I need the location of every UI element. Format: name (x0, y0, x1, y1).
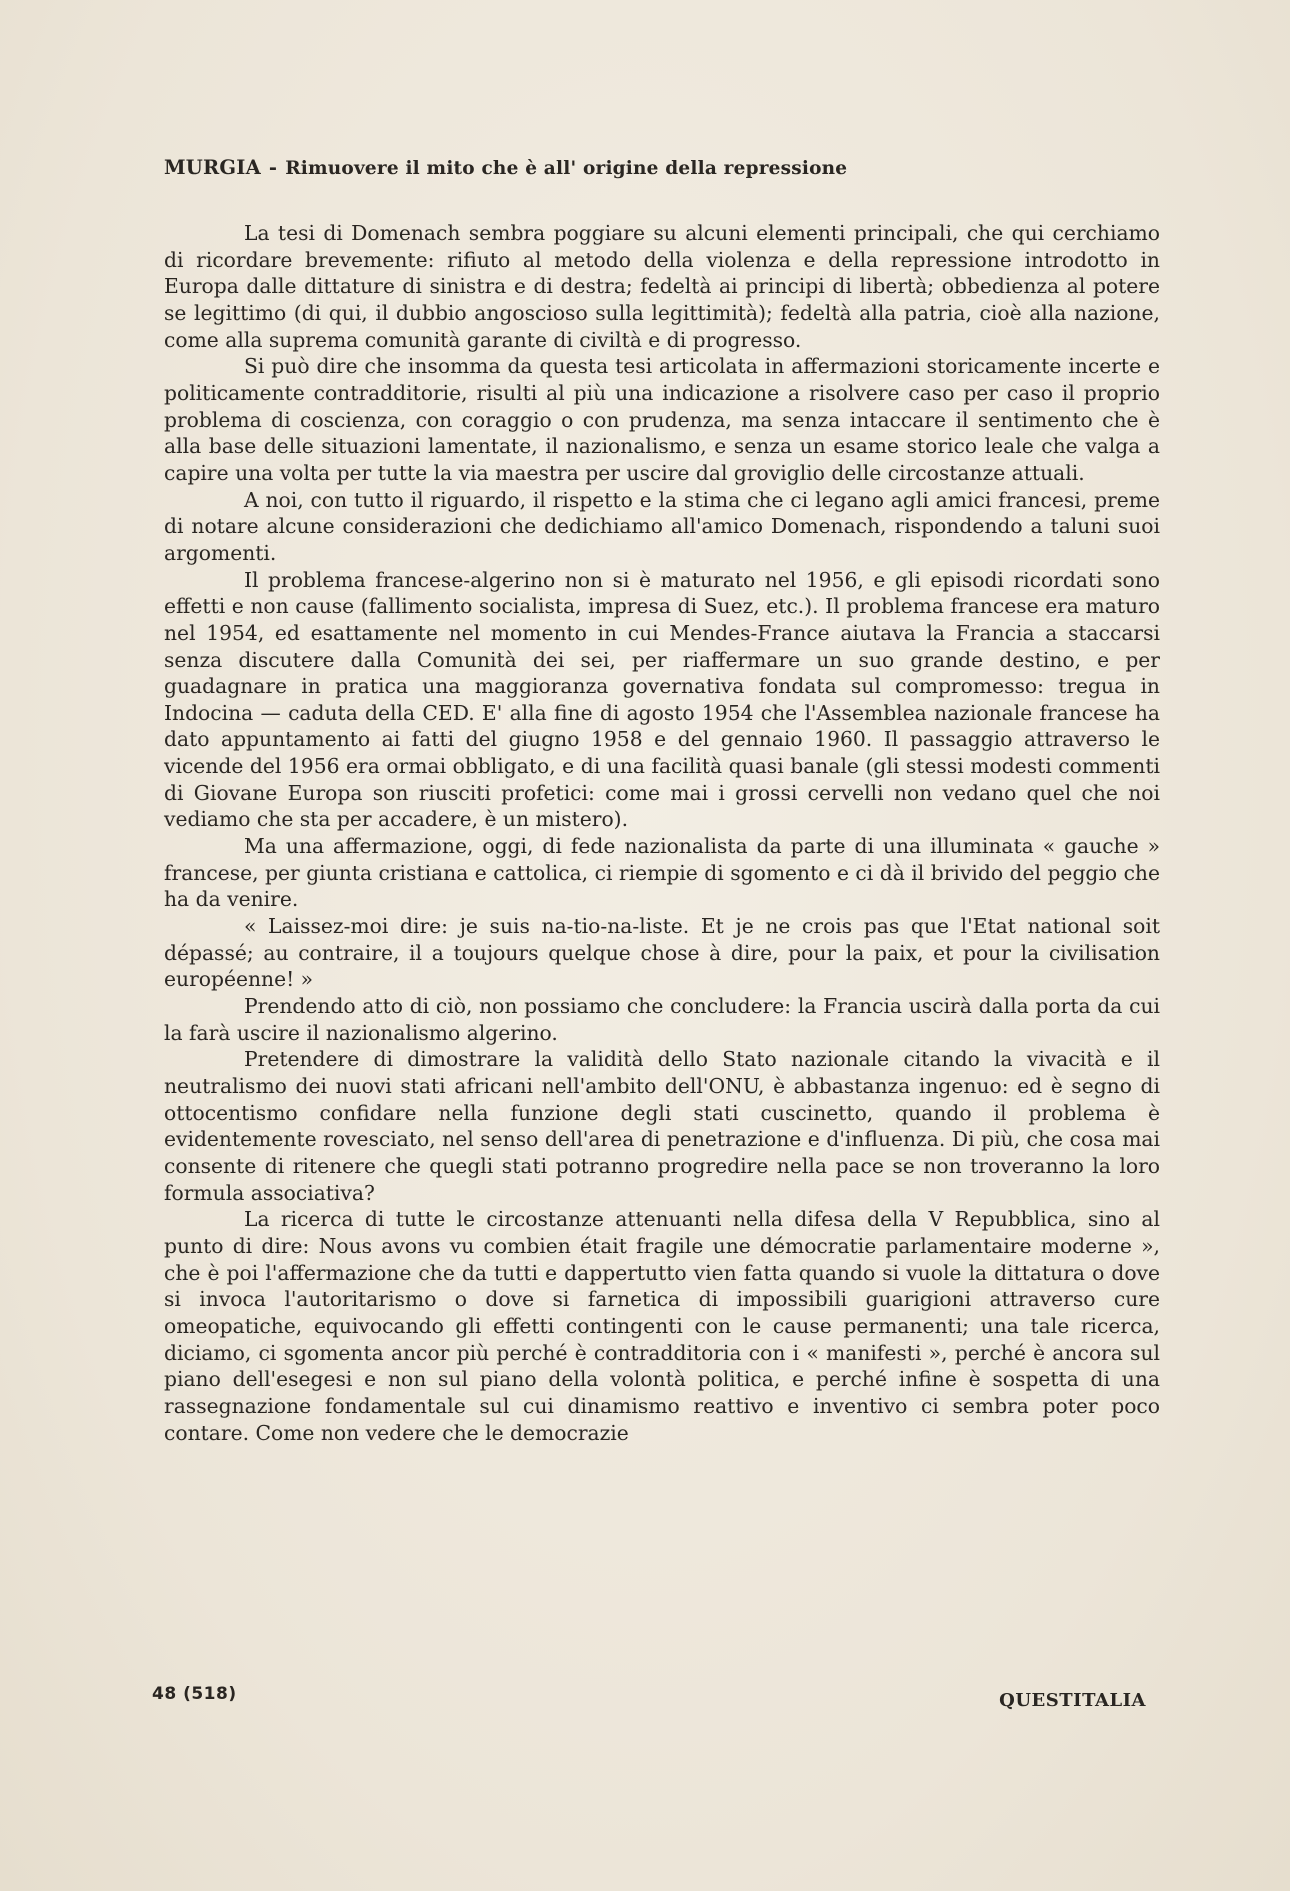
paragraph: Pretendere di dimostrare la validità dello Stato nazionale citando la vivacità e il neutralismo dei nuovi stati africani nell'ambito dell'ONU, è abbastanza ingenuo: ed è segno di ottocentismo confidare nella funzione degli stati cuscinetto, quando il problema è evidentemente rovesciato, nel senso dell'area di penetrazione e d'influenza. Di più, che cosa mai consente di ritenere che quegli stati potranno progredire nella pace se non troveranno la loro formula associativa? (164, 1047, 1160, 1205)
paragraph: La ricerca di tutte le circostanze attenuanti nella difesa della V Repubblica, sino al punto di dire: Nous avons vu combien était fragile une démocratie parlamentaire moderne », che è poi l'affermazione che da tutti e dappertutto vien fatta quando si vuole la dittatura o dove si invoca l'autoritarismo o dove si farnetica di impossibili guarigioni attraverso cure omeopatiche, equivocando gli effetti contingenti con le cause permanenti; una tale ricerca, diciamo, ci sgomenta ancor più perché è contradditoria con i « manifesti », perché è ancora sul piano dell'esegesi e non sul piano della volontà politica, e perché infine è sospetta di una rassegnazione fondamentale sul cui dinamismo reattivo e inventivo ci sembra poter poco contare. Come non vedere che le democrazie (164, 1207, 1160, 1445)
author-name: MURGIA (164, 156, 261, 179)
page-number: 48 (518) (152, 1684, 237, 1704)
paragraph: Ma una affermazione, oggi, di fede nazionalista da parte di una illuminata « gauche » francese, per giunta cristiana e cattolica, ci riempie di sgomento e ci dà il brivido del peggio che ha da venire. (164, 834, 1160, 912)
quotation-paragraph: « Laissez-moi dire: je suis na-tio-na-liste. Et je ne crois pas que l'Etat national soit dépassé; au contraire, il a toujours quelque chose à dire, pour la paix, et pour la civilisation européenne! » (164, 914, 1160, 992)
article-body (164, 220, 1160, 1446)
paragraph: La tesi di Domenach sembra poggiare su alcuni elementi principali, che qui cerchiamo di ricordare brevemente: rifiuto al metodo della violenza e della repressione introdotto in Europa dalle dittature di sinistra e di destra; fedeltà ai principi di libertà; obbedienza al potere se legittimo (di qui, il dubbio angoscioso sulla legittimità); fedeltà alla patria, cioè alla nazione, come alla suprema comunità garante di civiltà e di progresso. (164, 221, 1160, 352)
paragraph: Si può dire che insomma da questa tesi articolata in affermazioni storicamente incerte e politicamente contradditorie, risulti al più una indicazione a risolvere caso per caso il proprio problema di coscienza, con coraggio o con prudenza, ma senza intaccare il sentimento che è alla base delle situazioni lamentate, il nazionalismo, e senza un esame storico leale che valga a capire una volta per tutte la via maestra per uscire dal groviglio delle circostanze attuali. (164, 354, 1160, 485)
article-title: Rimuovere il mito che è all' origine della repressione (285, 158, 848, 179)
paragraph: A noi, con tutto il riguardo, il rispetto e la stima che ci legano agli amici francesi, preme di notare alcune considerazioni che dedichiamo all'amico Domenach, rispondendo a taluni suoi argomenti. (164, 487, 1160, 565)
paragraph: Il problema francese-algerino non si è maturato nel 1956, e gli episodi ricordati sono effetti e non cause (fallimento socialista, impresa di Suez, etc.). Il problema francese era maturo nel 1954, ed esattamente nel momento in cui Mendes-France aiutava la Francia a staccarsi senza discutere dalla Comunità dei sei, per riaffermare un suo grande destino, e per guadagnare in pratica una maggioranza governativa fondata sul compromesso: tregua in Indocina — caduta della CED. E' alla fine di agosto 1954 che l'Assemblea nazionale francese ha dato appuntamento ai fatti del giugno 1958 e del gennaio 1960. Il passaggio attraverso le vicende del 1956 era ormai obbligato, e di una facilità quasi banale (gli stessi modesti commenti di Giovane Europa son riusciti profetici: come mai i grossi cervelli non vedano quel che noi vediamo che sta per accadere, è un mistero). (164, 567, 1160, 832)
running-head (164, 156, 847, 179)
paragraph: Prendendo atto di ciò, non possiamo che concludere: la Francia uscirà dalla porta da cui la farà uscire il nazionalismo algerino. (164, 994, 1160, 1045)
journal-name: QUESTITALIA (999, 1690, 1146, 1711)
header-separator: - (268, 156, 278, 179)
